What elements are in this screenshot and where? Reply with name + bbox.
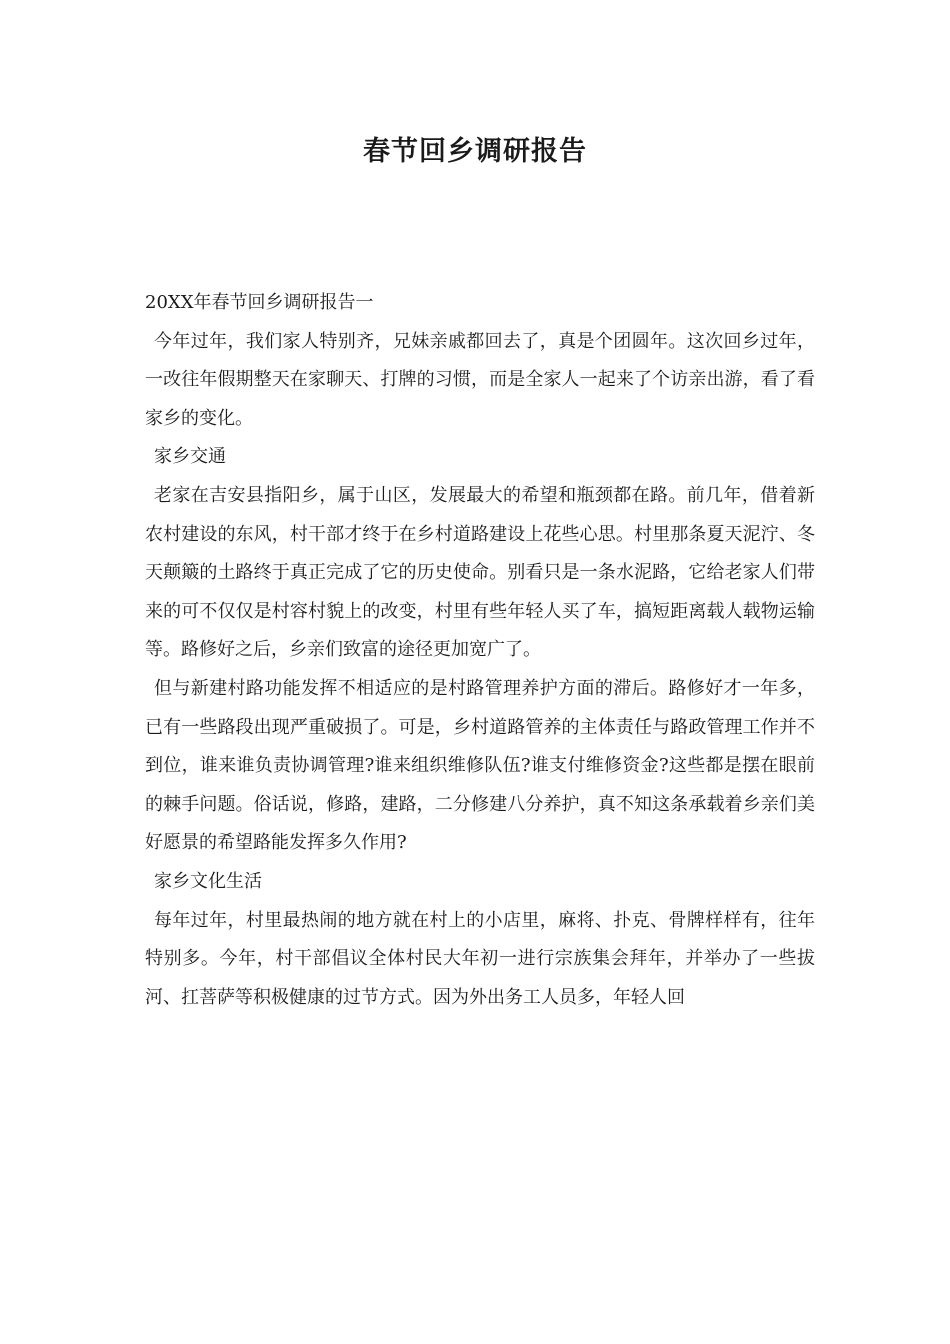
paragraph-transport-1: 老家在吉安县指阳乡，属于山区，发展最大的希望和瓶颈都在路。前几年，借着新农村建设的东风，村干部才终于在乡村道路建设上花些心思。村里那条夏天泥泞、冬天颠簸的土路终于真正完成了它的历史使命。别看只是一条水泥路，它给老家人们带来的可不仅仅是村容村貌上的改变，村里有些年轻人买了车，搞短距离载人载物运输等。路修好之后，乡亲们致富的途径更加宽广了。	[145, 484, 815, 661]
section-heading-culture: 家乡文化生活	[154, 870, 262, 892]
document-body	[145, 284, 815, 1017]
document-title: 春节回乡调研报告	[363, 136, 587, 167]
paragraph-transport-2: 但与新建村路功能发挥不相适应的是村路管理养护方面的滞后。路修好才一年多，已有一些路段出现严重破损了。可是，乡村道路管养的主体责任与路政管理工作并不到位，谁来谁负责协调管理?谁来组织维修队伍?谁支付维修资金?这些都是摆在眼前的棘手问题。俗话说，修路，建路，二分修建八分养护，真不知这条承载着乡亲们美好愿景的希望路能发挥多久作用?	[145, 677, 815, 854]
document-subtitle: 20XX年春节回乡调研报告一	[145, 292, 374, 313]
section-heading-transport: 家乡交通	[154, 446, 226, 468]
paragraph-intro: 今年过年，我们家人特别齐，兄妹亲戚都回去了，真是个团圆年。这次回乡过年，一改往年假期整天在家聊天、打牌的习惯，而是全家人一起来了个访亲出游，看了看家乡的变化。	[145, 330, 815, 429]
paragraph-culture-1: 每年过年，村里最热闹的地方就在村上的小店里，麻将、扑克、骨牌样样有，往年特别多。今年，村干部倡议全体村民大年初一进行宗族集会拜年，并举办了一些拔河、扛菩萨等积极健康的过节方式。因为外出务工人员多，年轻人回	[145, 909, 815, 1008]
